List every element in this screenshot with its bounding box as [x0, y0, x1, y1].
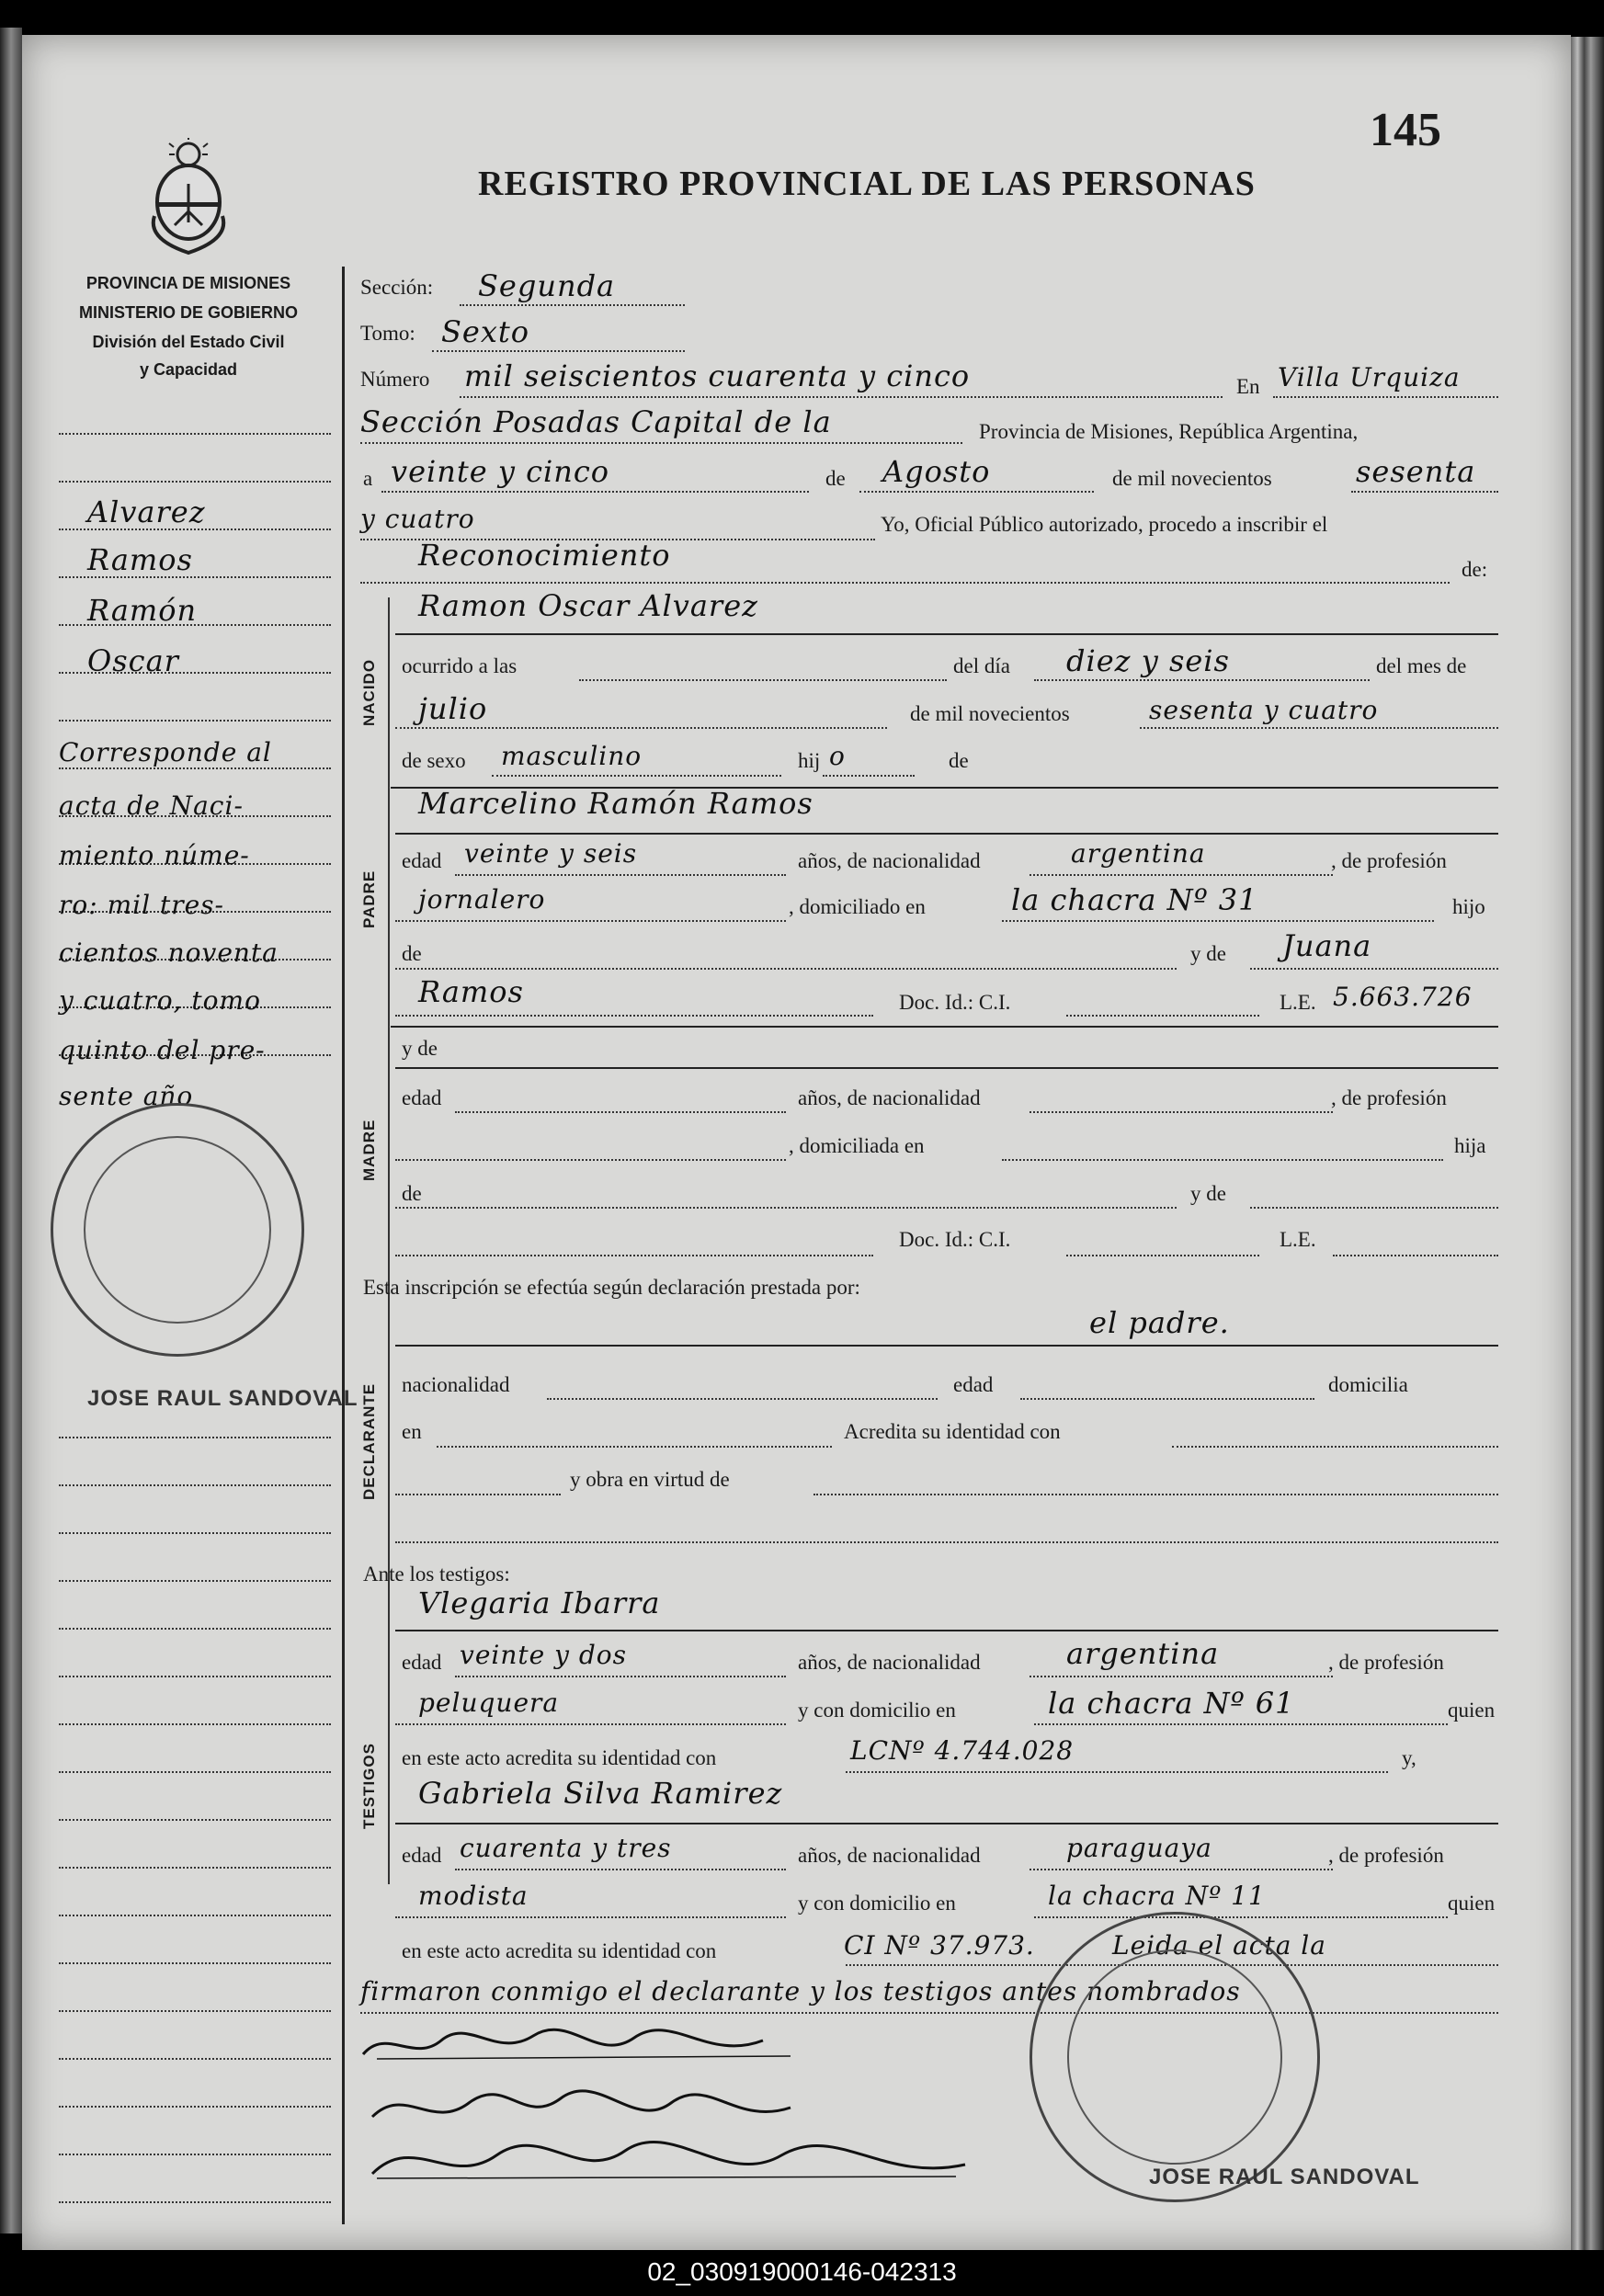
- padre-y-de-line: [1250, 967, 1498, 970]
- a-label: a: [363, 467, 373, 490]
- hijo-line: [823, 774, 915, 777]
- testigos-section-label: TESTIGOS: [360, 1743, 378, 1829]
- witness1-prof-value: peluquera: [418, 1688, 560, 1718]
- madre-nac-line: [1030, 1110, 1333, 1113]
- madre-y-de2-label: y de: [1190, 1182, 1226, 1205]
- witness2-acredita-label: en este acto acredita su identidad con: [402, 1939, 717, 1962]
- year-value: sesenta: [1356, 454, 1476, 489]
- padre-edad-value: veinte y seis: [464, 838, 638, 869]
- madre-surname-line: [395, 1254, 873, 1256]
- witness2-nac-value: paraguaya: [1066, 1833, 1212, 1863]
- place-value: Sección Posadas Capital de la: [360, 404, 832, 439]
- en-label: En: [1236, 375, 1260, 398]
- hijo-label: hij: [798, 749, 821, 772]
- margin-note-7: quinto del pre-: [59, 1035, 266, 1065]
- madre-y-de2-line: [1250, 1206, 1498, 1209]
- office-line-4: y Capacidad: [139, 360, 238, 379]
- page-title: REGISTRO PROVINCIAL DE LAS PERSONAS: [478, 165, 1256, 203]
- madre-doc-label: Doc. Id.: C.I.: [899, 1228, 1011, 1251]
- padre-section-label: PADRE: [360, 870, 378, 928]
- margin-rule-line: [59, 1483, 331, 1486]
- witness1-dom-line: [1034, 1722, 1448, 1725]
- padre-prof-label: , de profesión: [1331, 849, 1447, 872]
- margin-rule-line: [59, 1579, 331, 1582]
- office-line-1: PROVINCIA DE MISIONES: [85, 274, 291, 292]
- padre-surname-value: Ramos: [418, 974, 524, 1009]
- padre-doc-line: [1066, 1014, 1259, 1017]
- sexo-label: de sexo: [402, 749, 466, 772]
- madre-nac-label: años, de nacionalidad: [798, 1086, 981, 1109]
- padre-y-de-label: y de: [1190, 942, 1226, 965]
- madre-de-label: de: [402, 1182, 422, 1205]
- anio-value: sesenta y cuatro: [1149, 695, 1379, 725]
- declarante-en-line: [437, 1445, 832, 1448]
- child-name: Ramon Oscar Alvarez: [418, 588, 759, 623]
- padre-dom-line: [1002, 919, 1434, 922]
- margin-rule-line: [59, 480, 331, 483]
- witness2-prof-value: modista: [418, 1881, 529, 1911]
- declarante-en-label: en: [402, 1420, 422, 1443]
- seccion-line: [460, 303, 685, 306]
- en-value: Villa Urquiza: [1278, 362, 1461, 392]
- margin-name-2: Ramos: [87, 542, 193, 577]
- nacido-section-label: NACIDO: [360, 658, 378, 726]
- witness2-edad-value: cuarenta y tres: [460, 1833, 672, 1863]
- signature-witness2: [368, 2123, 974, 2197]
- declarante-nac-line: [547, 1397, 938, 1400]
- witness1-nac-value: argentina: [1066, 1636, 1220, 1671]
- padre-nac-label: años, de nacionalidad: [798, 849, 981, 872]
- witness1-nac-label: años, de nacionalidad: [798, 1651, 981, 1674]
- ocurrido-label: ocurrido a las: [402, 654, 518, 677]
- nacido-de-label: de: [949, 749, 969, 772]
- margin-rule-line: [59, 1961, 331, 1964]
- padre-mother-value: Juana: [1282, 928, 1372, 963]
- padre-dom-label: , domiciliado en: [789, 895, 926, 918]
- margin-rule-line: [59, 1914, 331, 1916]
- numero-label: Número: [360, 368, 430, 391]
- father-name-line: [395, 832, 1498, 835]
- padre-nac-line: [1030, 873, 1333, 876]
- day-line: [381, 490, 809, 493]
- tomo-line: [432, 349, 685, 352]
- closing-text: firmaron conmigo el declarante y los testigos antes nombrados: [360, 1976, 1241, 2006]
- declarante-section-label: DECLARANTE: [360, 1382, 378, 1500]
- declarante-acredita-line: [1172, 1445, 1498, 1448]
- witness2-prof-line: [395, 1915, 786, 1918]
- margin-rule-line: [59, 1675, 331, 1677]
- declarante-obra-line: [813, 1493, 1498, 1495]
- padre-surname-line: [395, 1014, 873, 1017]
- closing-line: [360, 2011, 1498, 2014]
- month-value: Agosto: [882, 454, 991, 489]
- del-mes-label: del mes de: [1376, 654, 1467, 677]
- madre-dom-line: [1002, 1158, 1443, 1161]
- witness1-prof-label: , de profesión: [1328, 1651, 1444, 1674]
- witness1-acredita-line: [846, 1770, 1388, 1773]
- witness1-name-line: [395, 1629, 1498, 1631]
- book-spine: [0, 28, 22, 2233]
- padre-prof-value: jornalero: [418, 884, 546, 915]
- padre-prof-line: [395, 919, 786, 922]
- margin-rule-line: [59, 1436, 331, 1438]
- witness1-name: Vlegaria Ibarra: [418, 1586, 661, 1620]
- anio-line: [1140, 726, 1498, 729]
- declarante-value-line: [395, 1344, 1498, 1347]
- dia-line: [1034, 678, 1370, 681]
- witness2-after-text: Leida el acta la: [1112, 1930, 1326, 1961]
- witness1-dom-label: y con domicilio en: [798, 1699, 956, 1722]
- witness2-edad-label: edad: [402, 1844, 442, 1867]
- padre-de-label: de: [402, 942, 422, 965]
- year-line: [1351, 490, 1498, 493]
- officer-text: Yo, Oficial Público autorizado, procedo a inscribir el: [881, 513, 1328, 536]
- padre-dom-value: la chacra Nº 31: [1011, 882, 1258, 917]
- declarante-edad-line: [1020, 1397, 1314, 1400]
- margin-rule-line: [59, 1722, 331, 1725]
- office-line-2: MINISTERIO DE GOBIERNO: [78, 303, 299, 322]
- witness1-acredita-label: en este acto acredita su identidad con: [402, 1746, 717, 1769]
- office-line-3: División del Estado Civil: [92, 333, 285, 351]
- sexo-value: masculino: [501, 741, 643, 771]
- margin-rule-line: [59, 2057, 331, 2060]
- seccion-value: Segunda: [478, 268, 616, 303]
- margin-note-8: sente año: [59, 1081, 194, 1111]
- madre-prof-line: [395, 1158, 786, 1161]
- witness2-edad-line: [455, 1868, 786, 1870]
- margin-name-1: Alvarez: [87, 494, 206, 529]
- padre-doc-label: Doc. Id.: C.I.: [899, 991, 1011, 1014]
- de-label: de: [825, 467, 846, 490]
- month-line: [859, 490, 1094, 493]
- madre-doc-line: [1066, 1254, 1259, 1256]
- margin-rule-line: [59, 432, 331, 435]
- witness1-edad-line: [455, 1675, 786, 1677]
- coat-of-arms-icon: [147, 138, 230, 257]
- padre-hijo-label: hijo: [1452, 895, 1485, 918]
- numero-value: mil seiscientos cuarenta y cinco: [464, 358, 971, 393]
- witness1-nac-line: [1030, 1675, 1333, 1677]
- tomo-label: Tomo:: [360, 322, 415, 345]
- margin-rule-line: [59, 2009, 331, 2012]
- padre-le-value: 5.663.726: [1333, 982, 1473, 1012]
- witness2-nac-label: años, de nacionalidad: [798, 1844, 981, 1867]
- witness2-nac-line: [1030, 1868, 1333, 1870]
- madre-name-line: [395, 1066, 1498, 1069]
- witness2-dom-label: y con domicilio en: [798, 1892, 956, 1915]
- signature-father: [358, 2018, 800, 2073]
- declarante-obra-pre-line: [395, 1493, 561, 1495]
- witness2-dom-value: la chacra Nº 11: [1048, 1881, 1266, 1911]
- margin-rule-line: [59, 2105, 331, 2108]
- margin-name-4: Oscar: [87, 643, 179, 678]
- declarante-nac-label: nacionalidad: [402, 1373, 510, 1396]
- padre-le-label: L.E.: [1280, 991, 1316, 1014]
- margin-rule-line: [59, 2200, 331, 2203]
- margin-stamp-signature: JOSE RAUL SANDOVAL: [87, 1386, 358, 1411]
- year-value-2: y cuatro: [360, 504, 475, 534]
- margin-rule-line: [59, 2153, 331, 2155]
- margin-note-3: miento núme-: [59, 840, 250, 870]
- image-code: 02_030919000146-042313: [647, 2257, 957, 2286]
- padre-de-line: [395, 967, 1177, 970]
- padre-edad-line: [455, 873, 786, 876]
- margin-rule-line: [59, 1627, 331, 1630]
- madre-de-line: [395, 1206, 1177, 1209]
- padre-edad-label: edad: [402, 849, 442, 872]
- declarante-obra-label: y obra en virtud de: [570, 1468, 730, 1491]
- anio-label: de mil novecientos: [910, 702, 1070, 725]
- ocurrido-line: [579, 678, 947, 681]
- declarante-domicilia-label: domicilia: [1328, 1373, 1408, 1396]
- witness2-name-line: [395, 1822, 1498, 1824]
- witness2-name: Gabriela Silva Ramirez: [418, 1776, 783, 1811]
- sexo-line: [492, 774, 781, 777]
- en-line: [1273, 395, 1498, 398]
- section-divider: [388, 597, 390, 1884]
- padre-bottom-rule: [391, 1025, 1498, 1028]
- margin-note-2: acta de Naci-: [59, 790, 244, 821]
- tomo-value: Sexto: [441, 314, 530, 349]
- hijo-suffix: o: [829, 741, 846, 771]
- madre-section-label: MADRE: [360, 1119, 378, 1181]
- witness2-prof-label: , de profesión: [1328, 1844, 1444, 1867]
- mes-value: julio: [418, 691, 488, 726]
- declarante-value: el padre.: [1089, 1305, 1230, 1340]
- witness2-quien-label: quien: [1448, 1892, 1496, 1915]
- madre-le-label: L.E.: [1280, 1228, 1316, 1251]
- witness1-edad-value: veinte y dos: [460, 1640, 627, 1670]
- testigos-intro: Ante los testigos:: [363, 1563, 510, 1586]
- act-line: [360, 581, 1450, 584]
- witness1-dom-value: la chacra Nº 61: [1048, 1686, 1295, 1721]
- official-seal-right: [1030, 1912, 1320, 2202]
- madre-hija-label: hija: [1454, 1134, 1486, 1157]
- margin-rule-line: [59, 1531, 331, 1534]
- madre-edad-label: edad: [402, 1086, 442, 1109]
- declarante-intro: Esta inscripción se efectúa según declaración prestada por:: [363, 1276, 860, 1299]
- madre-prof-label: , de profesión: [1331, 1086, 1447, 1109]
- seccion-label: Sección:: [360, 276, 434, 299]
- margin-rule-line: [59, 719, 331, 722]
- witness2-id-value: CI Nº 37.973.: [844, 1930, 1035, 1961]
- witness1-quien-label: quien: [1448, 1699, 1496, 1722]
- act-type-value: Reconocimiento: [418, 538, 671, 573]
- madre-y-de-label: y de: [402, 1037, 438, 1060]
- margin-note-6: y cuatro, tomo: [59, 985, 261, 1016]
- province-text: Provincia de Misiones, República Argentina,: [979, 420, 1359, 443]
- margin-divider: [342, 267, 345, 2224]
- del-dia-label: del día: [953, 654, 1010, 677]
- margin-note-4: ro: mil tres-: [59, 890, 224, 920]
- padre-nac-value: argentina: [1071, 838, 1206, 869]
- witness1-y-label: y,: [1402, 1746, 1416, 1769]
- declarante-acredita-label: Acredita su identidad con: [844, 1420, 1061, 1443]
- de-colon-label: de:: [1462, 558, 1488, 581]
- madre-edad-line: [455, 1110, 786, 1113]
- witness2-dom-line: [1034, 1915, 1448, 1918]
- father-name: Marcelino Ramón Ramos: [418, 786, 813, 821]
- margin-note-1: Corresponde al: [59, 737, 272, 767]
- witness1-edad-label: edad: [402, 1651, 442, 1674]
- margin-name-3: Ramón: [87, 593, 198, 628]
- margin-rule-line: [59, 1770, 331, 1773]
- footer-stamp-signature: JOSE RAUL SANDOVAL: [1149, 2165, 1420, 2189]
- child-name-line: [395, 632, 1498, 635]
- page-number: 145: [1370, 104, 1441, 156]
- margin-rule-line: [59, 1866, 331, 1869]
- margin-rule-line: [59, 1818, 331, 1821]
- declarante-extra-line: [395, 1540, 1498, 1543]
- madre-dom-label: , domiciliada en: [789, 1134, 925, 1157]
- declarante-edad-label: edad: [953, 1373, 994, 1396]
- mes-line: [395, 726, 887, 729]
- day-value: veinte y cinco: [391, 454, 610, 489]
- margin-note-5: cientos noventa: [59, 938, 279, 968]
- page-edges: [1571, 37, 1604, 2252]
- official-seal-left: [51, 1103, 304, 1357]
- madre-le-line: [1333, 1254, 1498, 1256]
- witness1-id-value: LCNº 4.744.028: [850, 1735, 1075, 1766]
- witness1-prof-line: [395, 1722, 786, 1725]
- place-line: [360, 441, 962, 444]
- dia-value: diez y seis: [1066, 643, 1230, 678]
- numero-line: [460, 395, 1223, 398]
- year-label: de mil novecientos: [1112, 467, 1272, 490]
